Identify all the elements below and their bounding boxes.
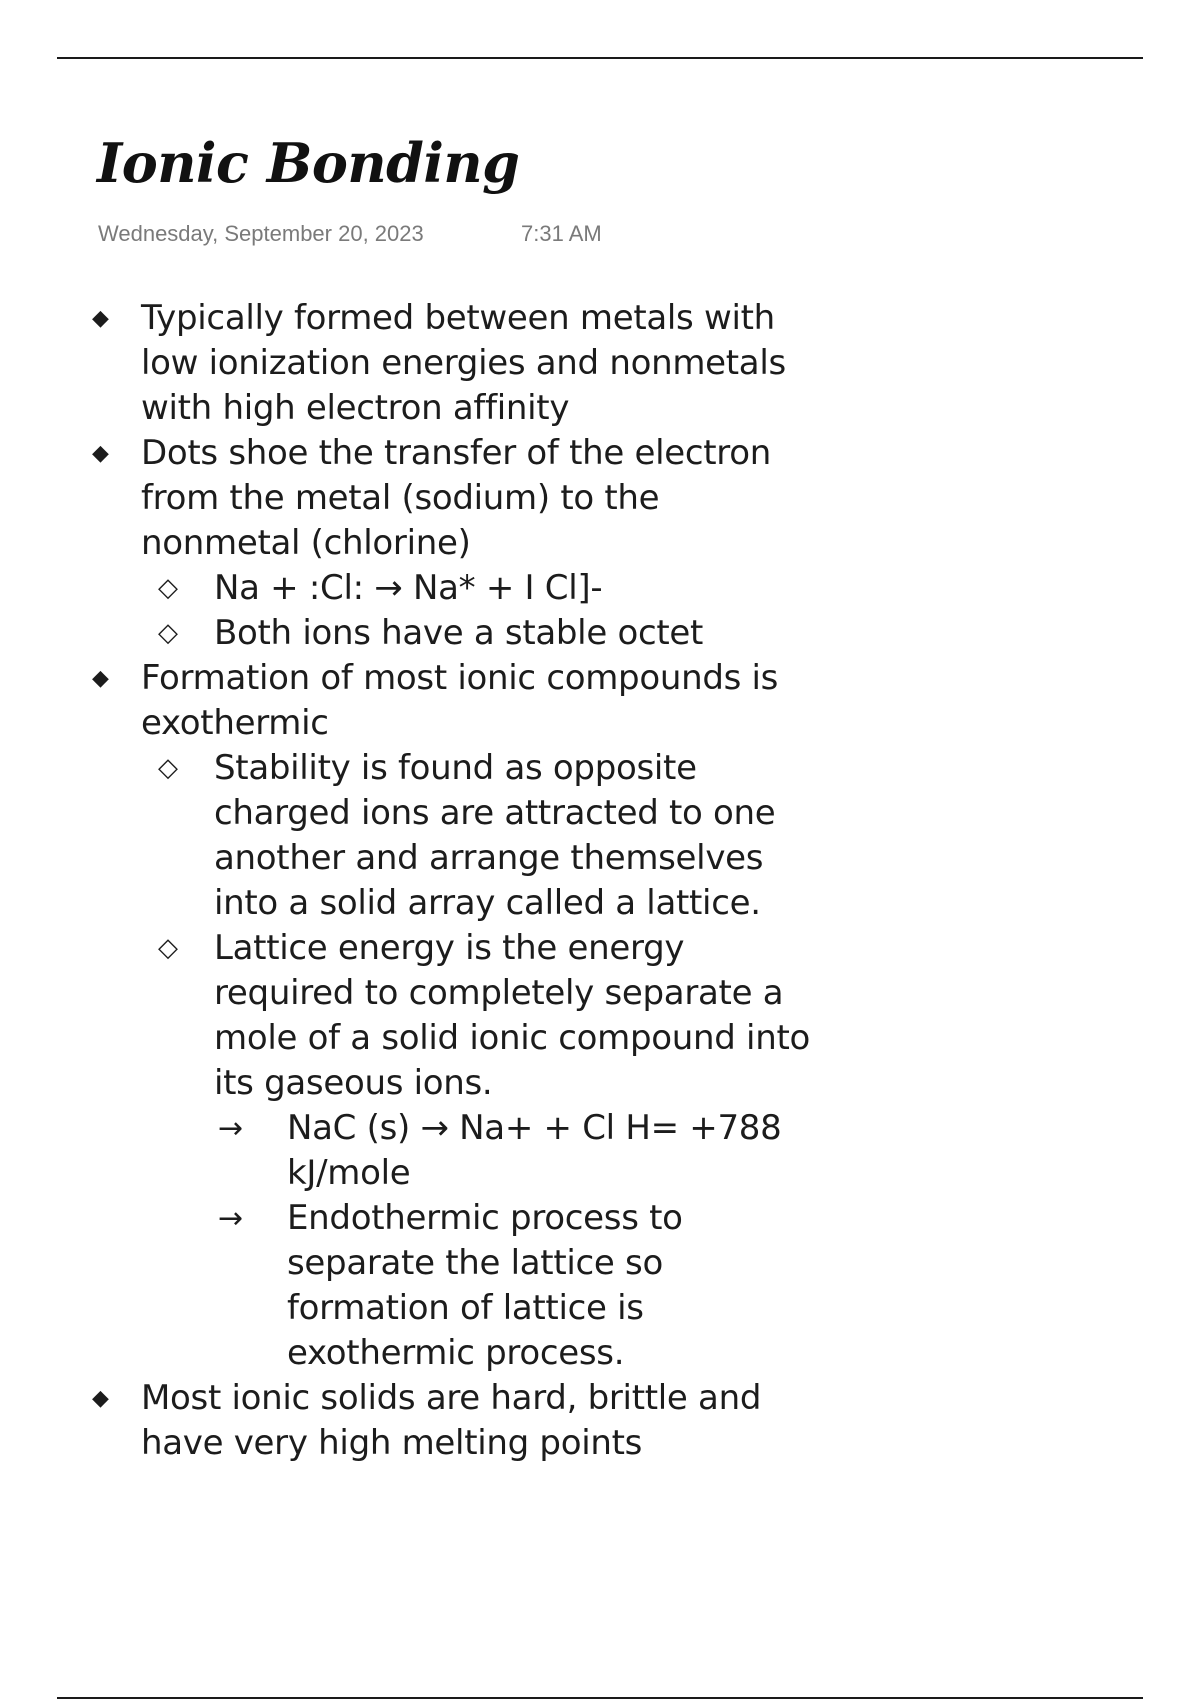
note-item xyxy=(0,656,811,746)
filled-diamond-bullet-icon: ◆ xyxy=(92,441,109,466)
notes-list xyxy=(0,296,1200,1466)
note-text: Typically formed between metals with low ionization energies and nonmetals with high electron affinity xyxy=(141,298,786,428)
note-text: Stability is found as opposite charged ions are attracted to one another and arrange themselves into a solid array called a lattice. xyxy=(214,748,776,923)
filled-diamond-bullet-icon: ◆ xyxy=(92,306,109,331)
page-title: Ionic Bonding xyxy=(97,131,520,195)
note-text: NaC (s) → Na+ + Cl H= +788 kJ/mole xyxy=(287,1108,782,1193)
note-text: Na + :Cl: → Na* + I Cl]- xyxy=(214,568,603,608)
note-item xyxy=(0,431,811,566)
note-text: Endothermic process to separate the lattice so formation of lattice is exothermic process. xyxy=(287,1198,683,1373)
bottom-rule xyxy=(57,1697,1143,1699)
note-subitem xyxy=(0,611,814,656)
hollow-diamond-bullet-icon: ◇ xyxy=(158,573,178,603)
page-date: Wednesday, September 20, 2023 xyxy=(98,221,424,246)
filled-diamond-bullet-icon: ◆ xyxy=(92,1386,109,1411)
note-item xyxy=(0,296,811,431)
note-item xyxy=(0,1376,811,1466)
note-text: Both ions have a stable octet xyxy=(214,613,704,653)
note-text: Dots shoe the transfer of the electron from the metal (sodium) to the nonmetal (chlorine) xyxy=(141,433,771,563)
hollow-diamond-bullet-icon: ◇ xyxy=(158,618,178,648)
note-subsubitem xyxy=(0,1196,807,1376)
right-arrow-bullet-icon: → xyxy=(218,1111,243,1146)
page-time: 7:31 AM xyxy=(521,221,602,246)
note-text: Formation of most ionic compounds is exothermic xyxy=(141,658,779,743)
right-arrow-bullet-icon: → xyxy=(218,1201,243,1236)
note-subitem xyxy=(0,926,814,1106)
note-subitem xyxy=(0,566,814,611)
hollow-diamond-bullet-icon: ◇ xyxy=(158,753,178,783)
note-subitem xyxy=(0,746,814,926)
note-subsubitem xyxy=(0,1106,807,1196)
note-content xyxy=(0,296,1200,1481)
note-text: Most ionic solids are hard, brittle and have very high melting points xyxy=(141,1378,762,1463)
hollow-diamond-bullet-icon: ◇ xyxy=(158,933,178,963)
filled-diamond-bullet-icon: ◆ xyxy=(92,666,109,691)
top-rule xyxy=(57,57,1143,59)
note-text: Lattice energy is the energy required to completely separate a mole of a solid ionic compound into its gaseous ions. xyxy=(214,928,810,1103)
